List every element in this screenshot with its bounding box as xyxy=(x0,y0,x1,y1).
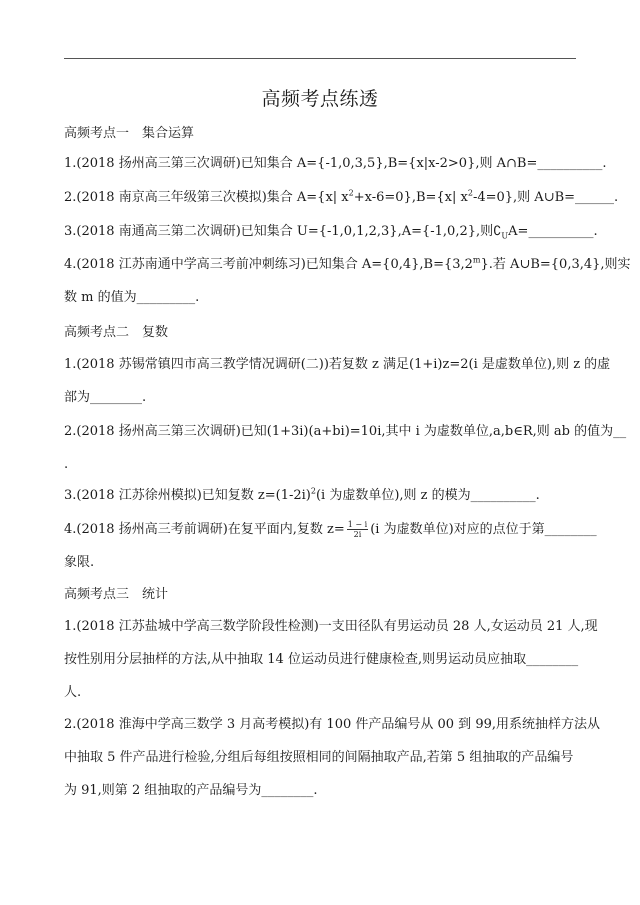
question-2-2: 2.(2018 扬州高三第三次调研)已知(1+3i)(a+bi)=10i,其中 i 为虚数单位,a,b∈R,则 ab 的值为__ . xyxy=(64,424,627,472)
answer-blank: ________. xyxy=(90,390,147,405)
question-3-1: 1.(2018 江苏盐城中学高三数学阶段性检测)一支田径队有男运动员 28 人,女运动员 21 人,现 按性别用分层抽样的方法,从中抽取 14 位运动员进行健康检查,则男运动员应抽取________ 人. xyxy=(64,619,598,700)
question-2-4: 4.(2018 扬州高三考前调研)在复平面内,复数 z= $\frac{1 - i}{2i}$ (i 为虚数单位)对应的点位于第________ 象限. xyxy=(64,520,597,570)
section-heading-statistics: 高频考点三 统计 xyxy=(64,587,169,602)
answer-blank: __________. xyxy=(528,224,598,239)
fraction: $\frac{1 - i}{2i}$ xyxy=(347,520,368,539)
answer-blank: ______. xyxy=(575,190,619,205)
question-1-4: 4.(2018 江苏南通中学高三考前冲刺练习)已知集合 $A=\{0,4\},B=\{3,2^m\}$.若 A∪B={0,3,4},则实 数 m 的值为_________. xyxy=(64,255,631,305)
question-1-1: 1.(2018 扬州高三第三次调研)已知集合 A={-1,0,3,5},B={x|x-2>0},则 A∩B=__________. xyxy=(64,156,607,171)
question-2-3: 3.(2018 江苏徐州模拟)已知复数 $z=(1-2i)^2(i$ 为虚数单位),则 z 的模为__________. xyxy=(64,486,540,503)
question-1-2: 2.(2018 南京高三年级第三次模拟)集合 A={x| $x^2+x-6=0\},B=\{x|$ $x^2-4=0$},则 A∪B=______. xyxy=(64,188,619,205)
question-1-3: 3.(2018 南通高三第二次调研)已知集合 U={-1,0,1,2,3},A={-1,0,2},则$∁_UA=\_\_\_\_\_\_\_\_\_\_$. xyxy=(64,224,598,241)
answer-blank: _________. xyxy=(136,290,200,305)
question-3-2: 2.(2018 淮海中学高三数学 3 月高考模拟)有 100 件产品编号从 00 到 99,用系统抽样方法从 中抽取 5 件产品进行检验,分组后每组按照相同的间隔抽取产品,若第 5 组抽取的产品编号 为 91,则第 2 组抽取的产品编号为________. xyxy=(64,717,600,798)
answer-blank: ________. xyxy=(261,783,318,798)
question-2-1: 1.(2018 苏锡常镇四市高三教学情况调研(二))若复数 z 满足(1+i)z=2(i 是虚数单位),则 z 的虚 部为________. xyxy=(64,357,611,405)
answer-blank: __________. xyxy=(470,488,540,503)
answer-blank: __________. xyxy=(537,156,607,171)
answer-blank: ________ xyxy=(526,652,579,667)
header-rule xyxy=(64,58,576,59)
page-title: 高频考点练透 xyxy=(261,88,379,110)
section-heading-sets: 高频考点一 集合运算 xyxy=(64,126,195,141)
section-heading-complex: 高频考点二 复数 xyxy=(64,325,169,340)
answer-blank: ________ xyxy=(544,522,597,537)
